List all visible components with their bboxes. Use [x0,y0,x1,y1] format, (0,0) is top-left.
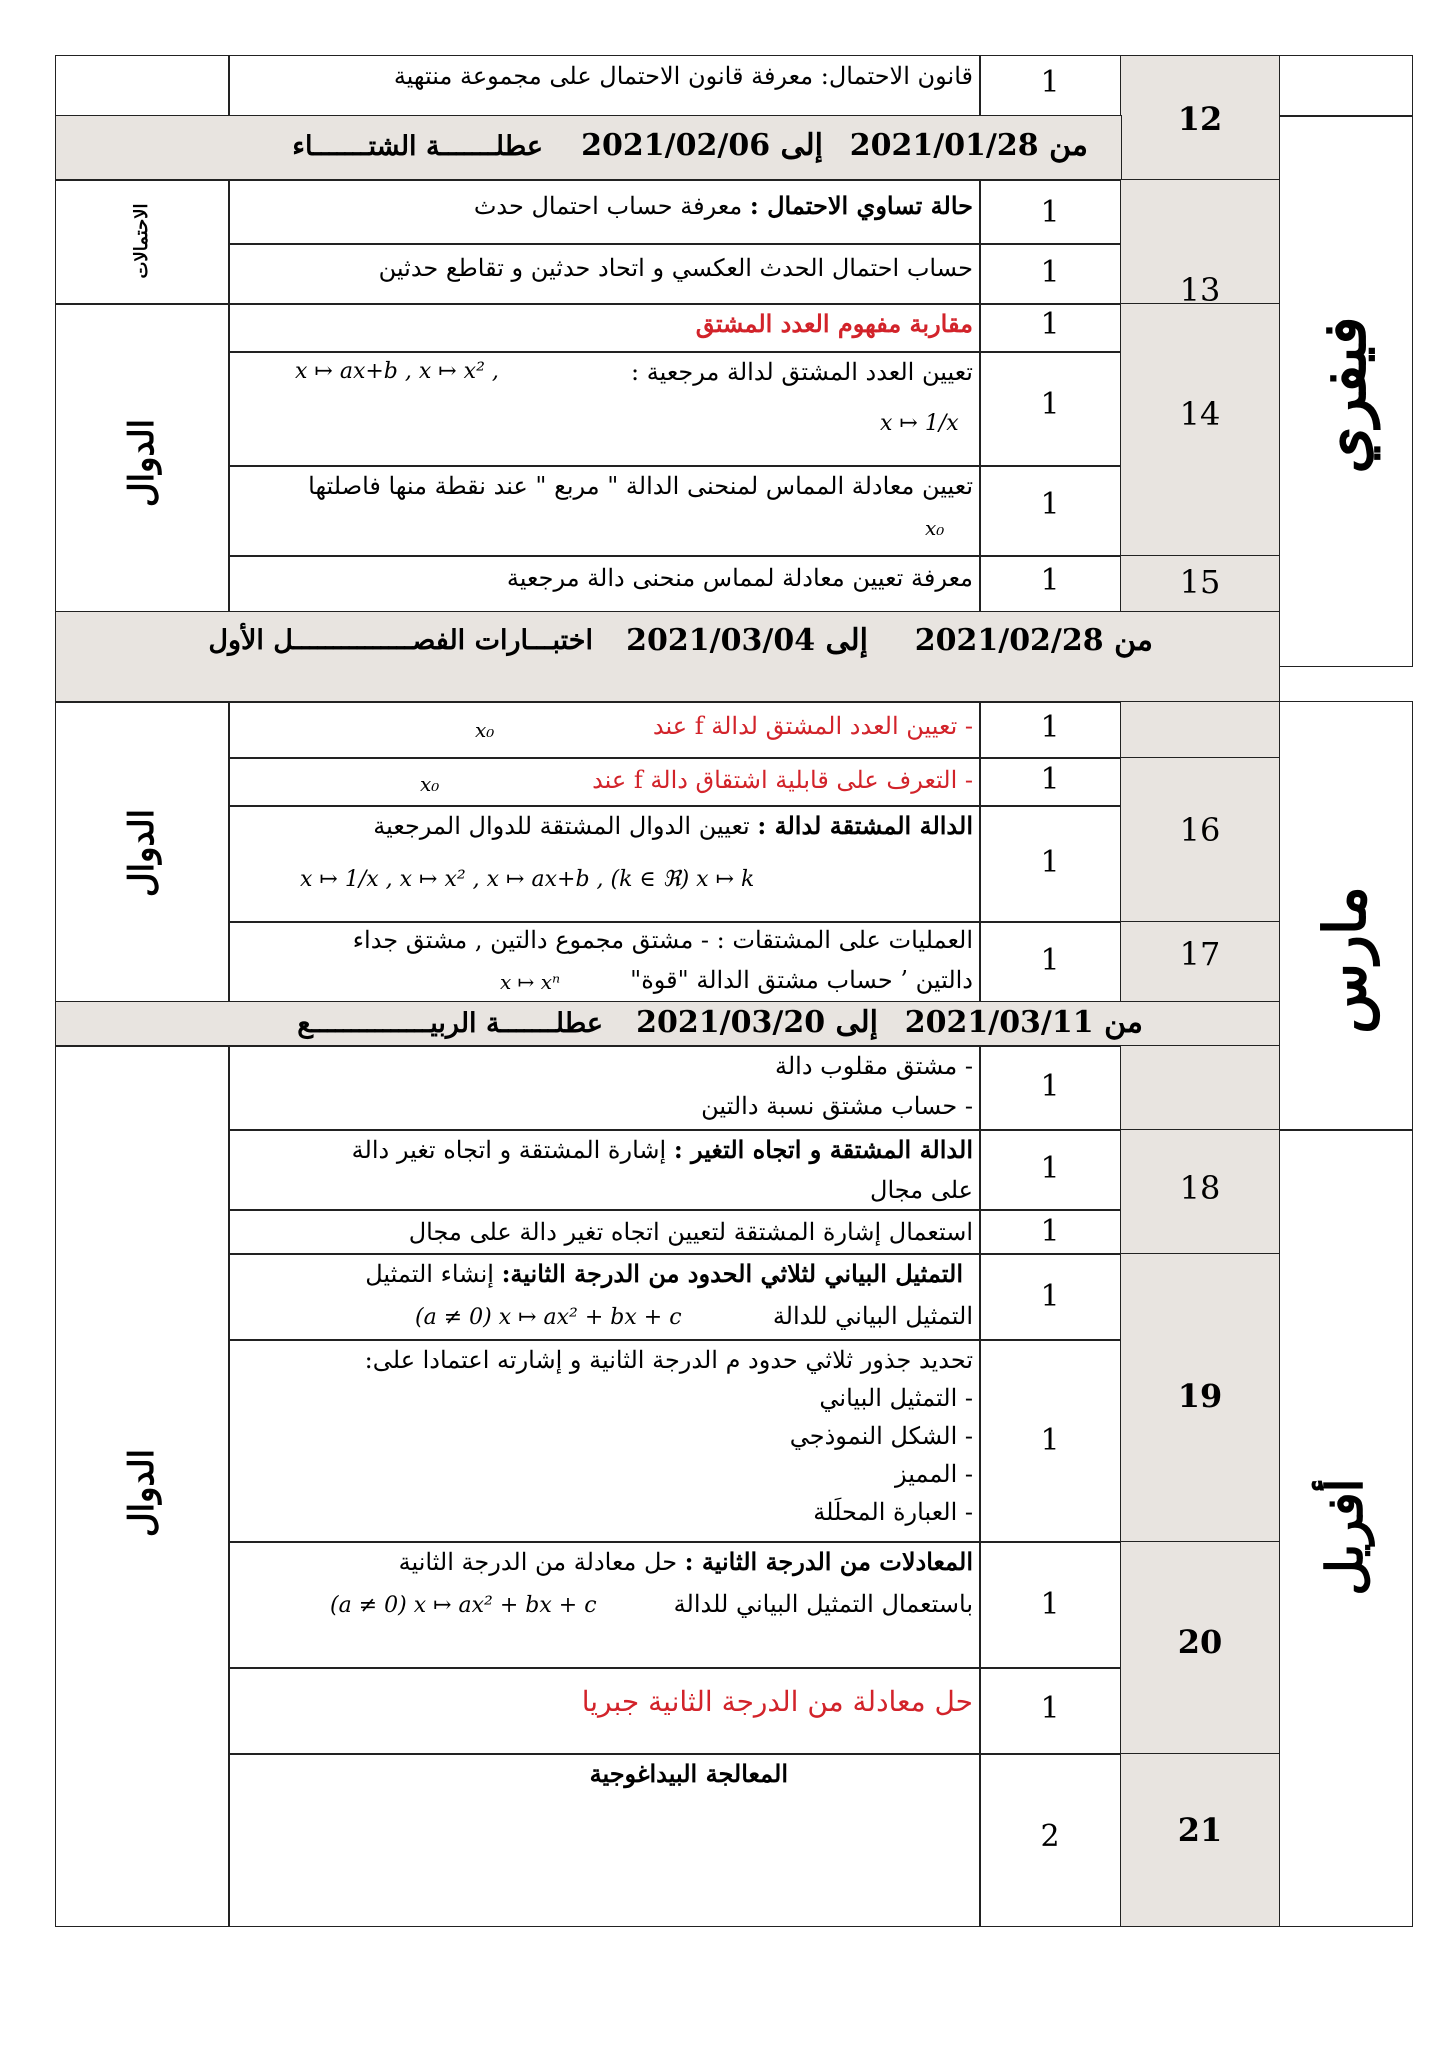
exams-dates-from: من 2021/02/28 [914,623,1153,658]
hours-value: 1 [1040,563,1060,598]
week-number: 19 [1177,1377,1223,1415]
winter-break-dates-from: من 2021/01/28 [849,128,1088,163]
objective-bold: الدالة المشتقة و اتجاه التغير : [673,1135,973,1164]
domain-label: الدوال [122,418,162,508]
week-number: 13 [1179,271,1221,309]
week-number: 18 [1179,1169,1221,1207]
objective-text: التمثيل البياني للدالة [772,1302,973,1330]
curriculum-table [55,55,1413,1927]
hours-value: 1 [1040,710,1060,745]
month-label: فيفري [1310,316,1380,474]
hours-value: 1 [1040,1214,1060,1249]
objective-text: مقاربة مفهوم العدد المشتق [695,309,973,338]
objective-rest: معرفة حساب احتمال حدث [473,192,750,220]
objective-bold: حالة تساوي الاحتمال : [749,191,973,220]
domain-cell [55,55,230,117]
hours-value: 1 [1040,65,1060,100]
math-expression: x ↦ ax+b , x ↦ x² , [295,359,499,384]
week-number: 15 [1179,563,1221,601]
objective-text [365,1257,963,1291]
objective-text: تعيين العدد المشتق لدالة مرجعية : [631,358,973,386]
objective-text: استعمال إشارة المشتقة لتعيين اتجاه تغير دالة على مجال [408,1218,973,1246]
domain-label: الدوال [122,1448,162,1538]
winter-break-label: عطلـــــــة الشتـــــــاء [292,131,543,162]
month-cell-top [1278,55,1413,117]
objective-text: حساب احتمال الحدث العكسي و اتحاد حدثين و تقاطع حدثين [378,254,973,282]
objective-text: باستعمال التمثيل البياني للدالة [673,1590,973,1618]
hours-value: 1 [1040,762,1060,797]
objective-list-item: - العبارة المحلَلة [813,1498,973,1526]
hours-value: 1 [1040,195,1060,230]
hours-value: 1 [1040,307,1060,342]
objective-text: تعيين معادلة المماس لمنحنى الدالة " مربع " عند نقطة منها فاصلتها [308,472,973,500]
objective-list-item: - التمثيل البياني [819,1384,973,1412]
objective-text: - حساب مشتق نسبة دالتين [701,1092,973,1120]
exams-dates-to: إلى 2021/03/04 [626,623,868,658]
objective-text: العمليات على المشتقات : - مشتق مجموع دالتين , مشتق جداء [352,926,973,954]
week-number: 21 [1177,1811,1223,1849]
objective-text: - مشتق مقلوب دالة [775,1052,973,1080]
week-cell [1120,1045,1280,1131]
week-number: 12 [1177,100,1223,138]
objective-text [373,809,973,843]
hours-value: 2 [1040,1819,1060,1854]
math-expression: (a ≠ 0) x ↦ ax² + bx + c [330,1593,597,1618]
week-number: 14 [1179,395,1221,433]
month-label: أفريل [1315,1478,1374,1596]
hours-value: 1 [1040,943,1060,978]
hours-value: 1 [1040,1069,1060,1104]
objective-text: معرفة تعيين معادلة لمماس منحنى دالة مرجعية [506,564,973,592]
objective-text: حل معادلة من الدرجة الثانية جبريا [581,1685,973,1718]
objective-text: على مجال [870,1176,973,1204]
objective-text [474,189,973,223]
hours-value: 1 [1040,1151,1060,1186]
month-label: مارس [1311,886,1379,1034]
hours-value: 1 [1040,1423,1060,1458]
math-expression: x₀ [925,516,945,540]
hours-value: 1 [1040,255,1060,290]
objective-bold: المعادلات من الدرجة الثانية : [684,1547,973,1576]
math-expression: (a ≠ 0) x ↦ ax² + bx + c [415,1305,682,1330]
week-number: 20 [1177,1623,1223,1661]
hours-value: 1 [1040,1691,1060,1726]
week-number: 17 [1179,935,1221,973]
objective-bold: الدالة المشتقة لدالة : [757,811,973,840]
objective-list-item: - المميز [895,1460,973,1488]
objective-rest: إنشاء التمثيل [365,1260,502,1288]
math-expression: x ↦ 1/x , x ↦ x² , x ↦ ax+b , (k ∈ ℜ) x ↦ k [300,867,755,892]
domain-label: الاحتمالات [131,203,152,279]
objective-bold: التمثيل البياني لثلاثي الحدود من الدرجة الثانية: [501,1259,963,1288]
math-expression: x ↦ 1/x [880,411,959,436]
math-expression: x ↦ xⁿ [500,970,561,994]
hours-value: 1 [1040,487,1060,522]
objective-text [352,1133,973,1167]
objective-rest: تعيين الدوال المشتقة للدوال المرجعية [373,812,758,840]
objective-text: دالتين ’ حساب مشتق الدالة "قوة" [630,966,973,994]
spring-break-dates-from: من 2021/03/11 [904,1005,1143,1040]
math-expression: x₀ [420,772,440,796]
domain-label: الدوال [122,808,162,898]
objective-text: - تعيين العدد المشتق لدالة f عند [652,712,973,740]
hours-value: 1 [1040,1587,1060,1622]
objective-text: المعالجة البيداغوجية [589,1759,788,1788]
winter-break-dates-to: إلى 2021/02/06 [581,128,823,163]
math-expression: x₀ [475,718,495,742]
objective-list-item: - الشكل النموذجي [789,1422,973,1450]
exams-label: اختبـــارات الفصـــــــــــــــل الأول [208,625,593,656]
hours-value: 1 [1040,1279,1060,1314]
objective-text: تحديد جذور ثلاثي حدود م الدرجة الثانية و إشارته اعتمادا على: [364,1346,973,1374]
objective-rest: إشارة المشتقة و اتجاه تغير دالة [351,1136,674,1164]
objective-text: - التعرف على قابلية اشتقاق دالة f عند [592,766,973,794]
objective-text: قانون الاحتمال: معرفة قانون الاحتمال على مجموعة منتهية [393,62,973,90]
spring-break-label: عطلـــــــة الربيـــــــــــــــع [297,1008,603,1039]
spring-break-dates-to: إلى 2021/03/20 [636,1005,878,1040]
hours-value: 1 [1040,387,1060,422]
objective-text [399,1545,973,1579]
hours-value: 1 [1040,845,1060,880]
week-cell [1120,701,1280,759]
objective-rest: حل معادلة من الدرجة الثانية [398,1548,685,1576]
week-number: 16 [1179,811,1221,849]
